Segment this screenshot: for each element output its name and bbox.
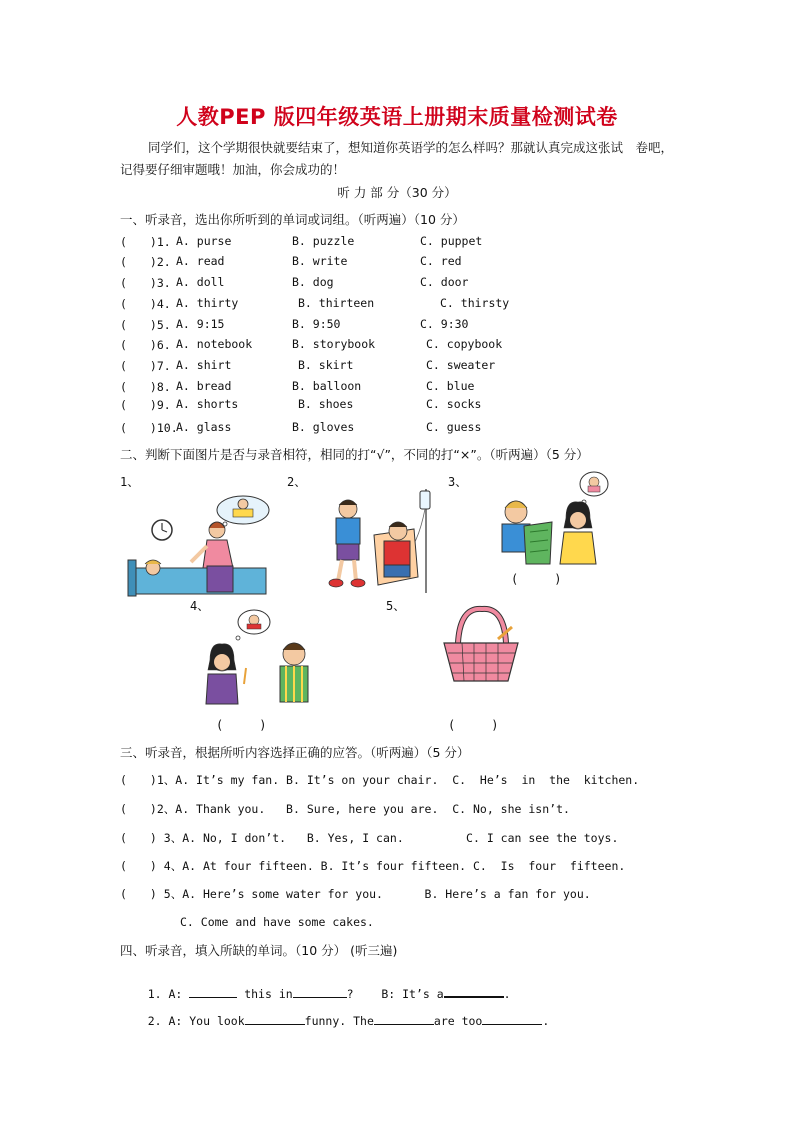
intro-line-1: 同学们，这个学期很快就要结束了，想知道你英语学的怎么样吗？那就认真完成这张试 卷吧，	[148, 140, 674, 155]
option-c: C. blue	[426, 379, 475, 393]
section1-heading: 一、听录音，选出你所听到的单词或词组。（听两遍）（10 分）	[120, 212, 465, 227]
picture-1-sick-child	[125, 490, 275, 598]
answer-paren-3[interactable]: ( )	[511, 572, 562, 586]
option-a: A. shirt	[176, 358, 232, 372]
option-b: B. dog	[292, 275, 334, 289]
option-c: C. door	[420, 275, 469, 289]
item-number: ( )2.	[120, 255, 171, 269]
item-number: ( )9.	[120, 398, 171, 412]
q2-prefix: 2. A: You look	[147, 1014, 245, 1028]
listening-header: 听 力 部 分（30 分）	[337, 185, 457, 200]
section3-item-4: ( ) 4、A. At four fifteen. B. It’s four fifteen. C. Is four fifteen.	[120, 859, 626, 873]
section4-heading: 四、听录音，填入所缺的单词。（10 分） (听三遍)	[120, 943, 398, 958]
option-a: A. notebook	[176, 337, 253, 351]
answer-paren-4[interactable]: ( )	[216, 718, 267, 732]
option-c: C. socks	[426, 397, 482, 411]
option-a: A. glass	[176, 420, 232, 434]
picture-label-4: 4、	[190, 599, 210, 613]
answer-paren-5[interactable]: ( )	[448, 718, 499, 732]
picture-label-3: 3、	[448, 475, 468, 489]
item-number: ( )7.	[120, 359, 171, 373]
option-a: A. read	[176, 254, 225, 268]
section3-item-2: ( )2、A. Thank you. B. Sure, here you are. C. No, she isn’t.	[120, 802, 570, 816]
option-a: A. doll	[176, 275, 225, 289]
option-c: C. red	[420, 254, 462, 268]
intro-line-2: 记得要仔细审题哦！加油，你会成功的！	[120, 162, 346, 177]
q1-mid: this in	[244, 987, 293, 1001]
picture-2-iv-drip	[318, 485, 436, 597]
q2-blank-3[interactable]	[482, 1012, 542, 1025]
item-number: ( )4.	[120, 297, 171, 311]
section3-item-1: ( )1、A. It’s my fan. B. It’s on your chair. C. He’s in the kitchen.	[120, 773, 640, 787]
item-number: ( )5.	[120, 318, 171, 332]
section2-heading: 二、判断下面图片是否与录音相符，相同的打“√”，不同的打“×”。（听两遍）（5 分）	[120, 447, 589, 462]
picture-label-1: 1、	[120, 475, 140, 489]
option-c: C. puppet	[420, 234, 483, 248]
q1-mid2: ?	[346, 987, 354, 1001]
option-b: B. thirteen	[298, 296, 375, 310]
q2-mid: funny. The	[304, 1014, 374, 1028]
q2-end: .	[542, 1014, 550, 1028]
option-c: C. guess	[426, 420, 482, 434]
q1-blank-1[interactable]	[189, 985, 237, 998]
option-a: A. shorts	[176, 397, 239, 411]
item-number: ( )8.	[120, 380, 171, 394]
q2-blank-1[interactable]	[245, 1012, 305, 1025]
basket-icon	[440, 605, 522, 685]
picture-3-sweater	[494, 470, 614, 568]
q2-blank-2[interactable]	[374, 1012, 434, 1025]
option-a: A. 9:15	[176, 317, 225, 331]
option-b: B. shoes	[298, 397, 354, 411]
option-b: B. 9:50	[292, 317, 341, 331]
item-number: ( )10.	[120, 421, 178, 435]
section3-item-3: ( ) 3、A. No, I don’t. B. Yes, I can. C. I can see the toys.	[120, 831, 619, 845]
q1-b: B: It’s a	[381, 987, 444, 1001]
option-b: B. storybook	[292, 337, 376, 351]
option-a: A. bread	[176, 379, 232, 393]
option-c: C. sweater	[426, 358, 496, 372]
section3-heading: 三、听录音，根据所听内容选择正确的应答。（听两遍）（5 分）	[120, 745, 470, 760]
option-b: B. skirt	[298, 358, 354, 372]
item-number: ( )1.	[120, 235, 171, 249]
item-number: ( )3.	[120, 276, 171, 290]
picture-label-2: 2、	[287, 475, 307, 489]
picture-4-pencil	[204, 608, 316, 706]
option-a: A. thirty	[176, 296, 239, 310]
item-number: ( )6.	[120, 338, 171, 352]
q2-mid2: are too	[433, 1014, 483, 1028]
option-b: B. puzzle	[292, 234, 355, 248]
option-c: C. thirsty	[440, 296, 510, 310]
option-c: C. copybook	[426, 337, 503, 351]
section3-item-5-option-c: C. Come and have some cakes.	[180, 915, 374, 929]
option-a: A. purse	[176, 234, 232, 248]
option-c: C. 9:30	[420, 317, 469, 331]
q1-end: .	[503, 987, 511, 1001]
option-b: B. balloon	[292, 379, 362, 393]
option-b: B. write	[292, 254, 348, 268]
q1-prefix: 1. A:	[147, 987, 183, 1001]
q1-blank-2[interactable]	[293, 985, 347, 998]
section3-item-5: ( ) 5、A. Here’s some water for you. B. Here’s a fan for you.	[120, 887, 591, 901]
picture-label-5: 5、	[386, 599, 406, 613]
q1-blank-3[interactable]	[444, 984, 504, 998]
exam-title: 人教PEP 版四年级英语上册期末质量检测试卷	[176, 105, 618, 129]
section4-question-2	[120, 998, 549, 1042]
option-b: B. gloves	[292, 420, 355, 434]
